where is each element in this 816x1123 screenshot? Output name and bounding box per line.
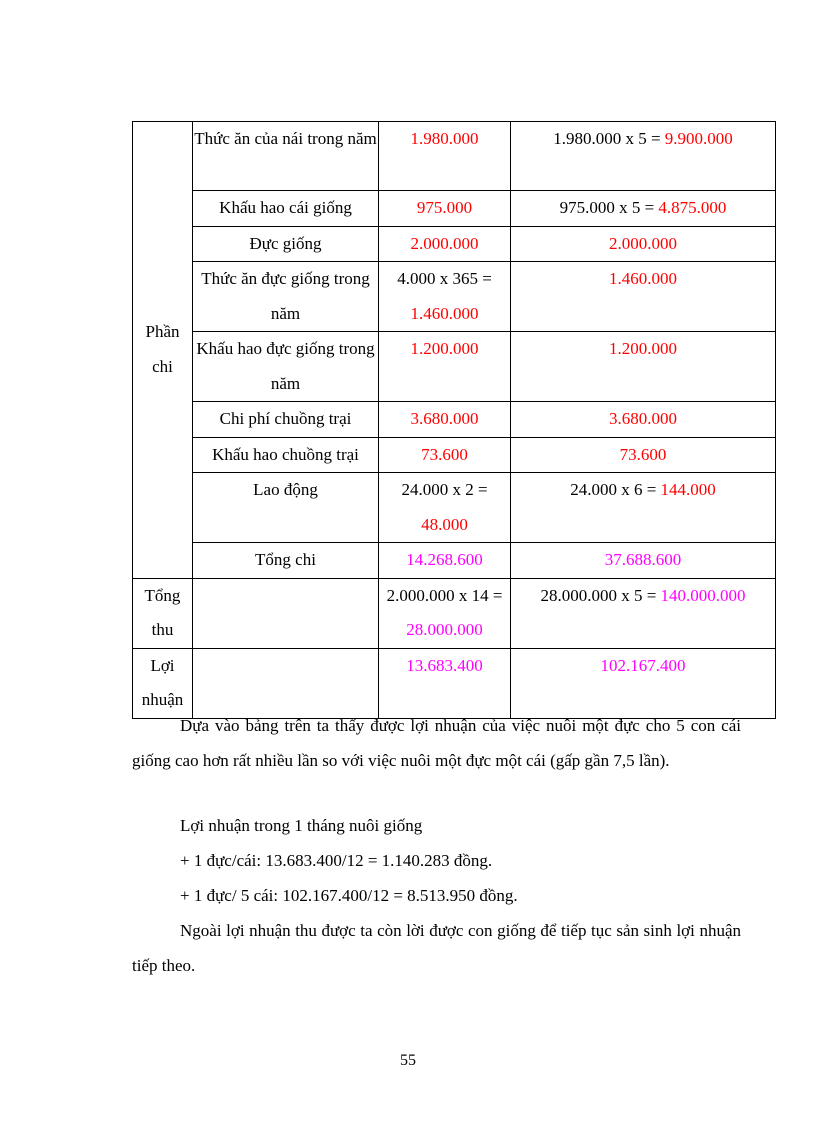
profit-line-1-1: + 1 đực/cái: 13.683.400/12 = 1.140.283 đồng. [180, 851, 493, 870]
table-row [133, 578, 776, 648]
cell-value: 3.680.000 [511, 402, 776, 438]
row-label: Lao động [193, 473, 379, 543]
paragraph-monthly-profit: Lợi nhuận trong 1 tháng nuôi giống [180, 816, 423, 835]
page-number: 55 [400, 1052, 416, 1069]
table-row [133, 402, 776, 438]
section-label-chi: Phần chi [133, 122, 193, 579]
cell-value: 2.000.000 [379, 226, 511, 262]
empty-cell [193, 578, 379, 648]
cell-total: 13.683.400 [379, 648, 511, 718]
table-row [133, 262, 776, 332]
cell-value: 1.980.000 [379, 122, 511, 191]
cell-formula: 1.980.000 x 5 = 9.900.000 [511, 122, 776, 191]
section-label-profit: Lợi nhuận [133, 648, 193, 718]
table-row [133, 226, 776, 262]
section-label-thu: Tổng thu [133, 578, 193, 648]
paragraph-conclusion: Dựa vào bảng trên ta thấy được lợi nhuận của việc nuôi một đực cho 5 con cái giống cao hơn rất nhiều lần so với việc nuôi một đực một cái (gấp gần 7,5 lần). [132, 716, 741, 770]
row-label: Chi phí chuồng trại [193, 402, 379, 438]
cell-value: 3.680.000 [379, 402, 511, 438]
cell-formula: 2.000.000 x 14 = 28.000.000 [379, 578, 511, 648]
cell-value: 73.600 [379, 437, 511, 473]
cell-value: 1.200.000 [379, 332, 511, 402]
cell-value: 73.600 [511, 437, 776, 473]
table-row [133, 332, 776, 402]
table-row [133, 437, 776, 473]
cell-value: 1.200.000 [511, 332, 776, 402]
row-label: Khấu hao chuồng trại [193, 437, 379, 473]
paragraph-additional: Ngoài lợi nhuận thu được ta còn lời được con giống để tiếp tục sản sinh lợi nhuận tiếp theo. [132, 921, 741, 975]
cell-formula: 4.000 x 365 = 1.460.000 [379, 262, 511, 332]
table-row [133, 191, 776, 227]
cell-value: 975.000 [379, 191, 511, 227]
cell-formula: 28.000.000 x 5 = 140.000.000 [511, 578, 776, 648]
table-row [133, 122, 776, 191]
row-label: Khấu hao cái giống [193, 191, 379, 227]
cell-formula: 24.000 x 2 = 48.000 [379, 473, 511, 543]
cell-formula: 24.000 x 6 = 144.000 [511, 473, 776, 543]
profit-line-1-5: + 1 đực/ 5 cái: 102.167.400/12 = 8.513.950 đồng. [180, 886, 518, 905]
cell-total: 14.268.600 [379, 543, 511, 579]
row-label: Thức ăn đực giống trong năm [193, 262, 379, 332]
cell-value: 1.460.000 [511, 262, 776, 332]
cell-formula: 975.000 x 5 = 4.875.000 [511, 191, 776, 227]
cell-value: 2.000.000 [511, 226, 776, 262]
row-label: Thức ăn của nái trong năm [193, 122, 379, 191]
row-label: Đực giống [193, 226, 379, 262]
table-row [133, 473, 776, 543]
cell-total: 102.167.400 [511, 648, 776, 718]
cell-total: 37.688.600 [511, 543, 776, 579]
row-label: Tổng chi [193, 543, 379, 579]
table-row [133, 543, 776, 579]
cost-profit-table [132, 121, 776, 719]
row-label: Khấu hao đực giống trong năm [193, 332, 379, 402]
